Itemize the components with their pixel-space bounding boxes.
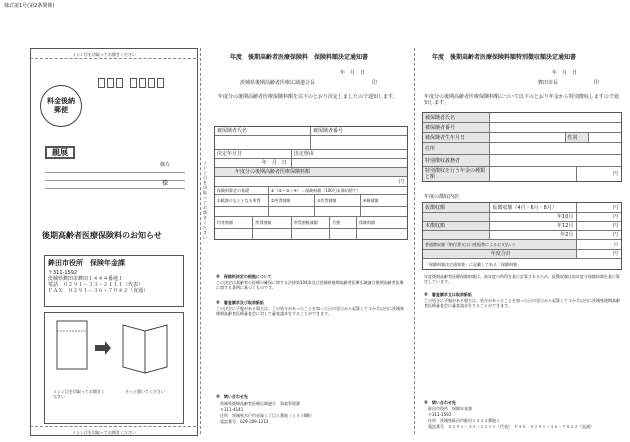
right-contact-name: 鉾田市役所 保険年金課 <box>428 406 472 411</box>
appeal-title: ※ 審査請求及び取消訴訟 <box>216 300 264 305</box>
form-id: 様式第1号(第2条関係) <box>4 3 55 9</box>
sender-tel: 電話 ０２９１－３３－２１１１（代表） <box>48 282 144 288</box>
insured-name-label: 被保険者氏名 <box>215 127 311 135</box>
basis-title: 保険料算定の基礎 <box>215 187 269 194</box>
perforation-note-bottom: ミシン目を切取ってお開きください <box>72 430 136 435</box>
pension-deduction-notice <box>418 48 626 434</box>
right-form-title: 年度 後期高齢者医療保険料額特別徴収額決定通知書 <box>432 54 577 61</box>
left-form-title: 年度 後期高齢者医療保険料 保険料額決定通知書 <box>230 54 369 61</box>
contact-name: 茨城県後期高齢者医療広域連合 事業管理課 <box>220 401 300 406</box>
stamp-line2: 郵便 <box>54 106 68 114</box>
perforation-note-top: ミシン目を切取ってお開きください <box>72 52 136 57</box>
basis-columns-2: 均等割額 所得割額 所得割軽減額 月割 保険料額 <box>215 217 407 229</box>
fold-line <box>414 48 415 434</box>
sender-fax: ＦＡＸ ０２９１－３６－７０４２（直通） <box>48 288 149 294</box>
left-form-date: 年 月 日 <box>340 70 366 76</box>
contact-zip: 〒311-4141 <box>220 407 244 412</box>
annual-premium-label: 年度分の後期高齢者医療保険料額 <box>235 169 311 175</box>
right-contact-zip: 〒311-1592 <box>428 412 452 417</box>
right-contact-tel: 電話番号 ０２９１－３３－２１１１（代表） ＦＡＸ ０２９１－３６－７０４２（直通） <box>428 424 594 429</box>
left-form-issuer: 茨城県後期高齢者医療広域連合長 <box>240 80 316 86</box>
care-of-honorific: 様方 <box>160 162 171 168</box>
addressee-honorific: 様 <box>162 180 169 187</box>
basis-notes: この決定は高齢者の医療の確保に関する法律第104条及び茨城県後期高齢者医療広域連合後期高齢者医療に関する条例に基づくものです。 <box>216 280 404 290</box>
basis-note: ①（②＋③＋④）＝保険料額（100円未満切捨て） <box>270 188 361 193</box>
opening-guide <box>44 312 184 424</box>
decision-reason-label: 決定理由 <box>293 151 314 157</box>
schedule-table: 仮徴収額 仮徴収額（4月・6月・8月） 円 年10月 円 本徴収額 年12月 円 年2月 円 普通徴収額（納付書又は口座振替によるお支払い） 円 年度合計 円 「保険料額決定通知書」に記載してある「保険料額」 <box>422 202 622 270</box>
right-form-issuer: 鉾田市長 <box>538 80 559 86</box>
right-contact-title: ※ 問い合わせ先 <box>424 400 456 405</box>
perforation-line-side <box>200 48 201 434</box>
contact-address: 住所 茨城県水戸市赤塚１丁目１番地（ミオスⅡ階） <box>220 413 314 418</box>
postage-paid-stamp <box>40 85 82 127</box>
stamp-line1: 料金後納 <box>47 97 75 105</box>
annual-premium-yen: 円 <box>398 178 404 185</box>
basis-notes-title: ※ 保険料決定の根拠について <box>216 274 272 279</box>
basis-columns: ①賦課のもととなる所得 ②所得割額 ③均等割額 ④軽減額 <box>215 195 407 207</box>
left-form-table <box>214 126 408 240</box>
confidential-mark: 親展 <box>45 146 75 159</box>
right-form-table: 被保険者氏名 被保険者番号 被保険者生年月日 性別 住所 特別徴収義務者 特別徴収を行う年金の種類と額 円 <box>422 112 622 182</box>
postal-code-boxes <box>98 78 164 88</box>
sender-zip: 〒311-1592 <box>48 270 78 276</box>
sender-name: 鉾田市役所 保険年金課 <box>48 259 125 267</box>
right-form-intro: 年度分の後期高齢者医療保険料額について以下のとおり年金から特別徴収しますので通知します。 <box>424 94 619 106</box>
premium-decision-notice <box>210 48 410 434</box>
perforation-note-side: ミシン目を切取ってお開きください <box>203 160 207 240</box>
guide-right-text: そっと開いてください <box>125 389 165 394</box>
contact-tel: 電話番号 029-309-1213 <box>220 419 269 424</box>
right-form-seal: 印 <box>594 80 600 86</box>
notice-title: 後期高齢者医療保険料のお知らせ <box>42 231 162 240</box>
sender-block <box>44 255 184 307</box>
left-form-seal: 印 <box>372 80 378 86</box>
contact-title: ※ 問い合わせ先 <box>216 394 248 399</box>
right-form-note: 年度後期高齢者医療保険料額は、前年度の所得を基に計算されるため、仮徴収額は前年度分保険料額を基に算定しています。 <box>424 274 620 284</box>
right-form-date: 年 月 日 <box>552 70 578 76</box>
appeal-text: この決定に不服がある場合は、この処分があったことを知った日の翌日から起算して３か月以内に茨城県後期高齢者医療審査会に対して審査請求をすることができます。 <box>216 306 404 316</box>
schedule-title: 年度の徴収内訳 <box>424 194 460 200</box>
decision-date-value: 年 月 日 <box>215 159 292 167</box>
sender-address: 茨城県鉾田市鉾田１４４４番地１ <box>48 276 124 282</box>
guide-left-text: ミシン目を切取ってお開きください <box>53 389 105 399</box>
right-appeal-title: ※ 審査請求又は取消訴訟 <box>424 292 472 297</box>
insured-no-label: 被保険者番号 <box>313 128 344 134</box>
perforation-line-bottom <box>30 426 196 427</box>
decision-date-label: 決定年月日 <box>215 150 292 158</box>
perforation-line-top <box>30 58 196 59</box>
left-form-intro: 年度分の後期高齢者医療保険料額を以下のとおり決定しましたので通知します。 <box>218 94 398 100</box>
opening-guide-illustration <box>45 313 181 389</box>
right-appeal-text: この処分に不服がある場合は、処分があったことを知った日の翌日から起算して３か月以内に茨城県後期高齢者医療審査会に審査請求をすることができます。 <box>424 298 620 308</box>
right-contact-address: 住所 茨城県鉾田市鉾田１４４４番地１ <box>428 418 500 423</box>
